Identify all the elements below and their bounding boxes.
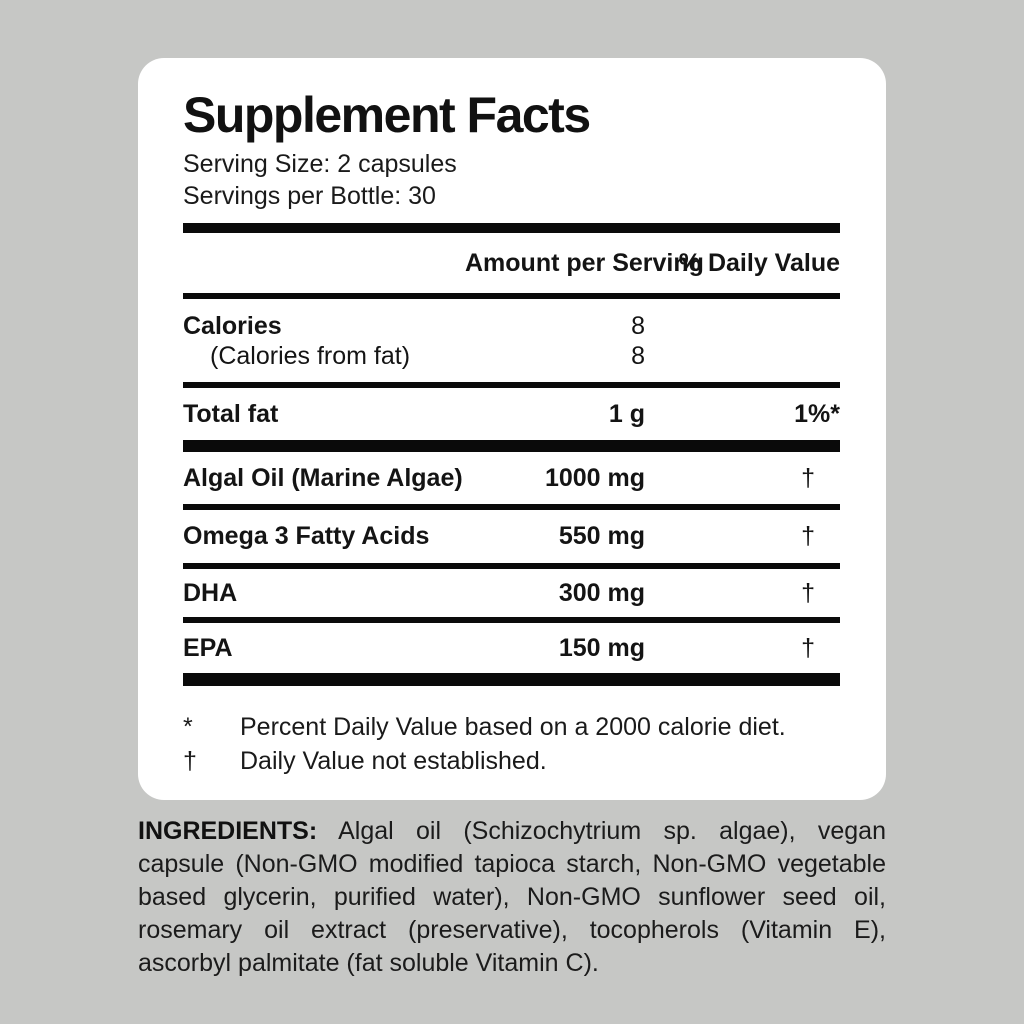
table-row-calories xyxy=(183,311,840,341)
row-label: EPA xyxy=(183,633,233,662)
supplement-facts-panel xyxy=(138,58,886,800)
table-row-dha xyxy=(183,569,840,617)
footnote-text: Percent Daily Value based on a 2000 calorie diet. xyxy=(240,713,786,741)
column-header-amount: Amount per Serving xyxy=(465,248,704,277)
table-row-epa xyxy=(183,623,840,673)
row-daily-value dagger-symbol: † xyxy=(801,578,815,607)
table-header-row xyxy=(183,233,840,293)
row-amount: 8 xyxy=(631,341,645,370)
row-amount: 1 g xyxy=(608,399,645,428)
ingredients-text: Algal oil (Schizochytrium sp. algae), vegan capsule (Non-GMO modified tapioca starch, Non-GMO vegetable based glycerin, purified water), Non-GMO sunflower seed oil, rosemary oil extract (preservative), tocopherols (Vitamin E), ascorbyl palmitate (fat soluble Vitamin C). xyxy=(138,817,886,977)
ingredients-heading: INGREDIENTS: xyxy=(138,817,318,845)
row-daily-value dagger-symbol: † xyxy=(801,633,815,662)
footnote-daily-value xyxy=(183,711,840,743)
column-header-daily-value: % Daily Value xyxy=(678,248,840,277)
row-daily-value dagger-symbol: † xyxy=(801,522,815,550)
row-daily-value dagger-symbol: † xyxy=(801,463,815,492)
row-label: DHA xyxy=(183,578,238,607)
divider-total-fat-thick xyxy=(183,440,840,452)
divider-bottom-thick xyxy=(183,673,840,686)
table-row-omega-3 xyxy=(183,510,840,563)
ingredients-paragraph xyxy=(138,815,886,980)
servings-per-bottle: Servings per Bottle: 30 xyxy=(183,182,436,210)
footnotes xyxy=(183,711,840,777)
row-amount: 1000 mg xyxy=(544,463,645,492)
row-amount: 550 mg xyxy=(558,522,645,550)
row-label: Total fat xyxy=(183,399,279,428)
row-label: Calories xyxy=(183,311,282,340)
asterisk-symbol: * xyxy=(183,713,193,741)
panel-title: Supplement Facts xyxy=(183,87,590,143)
serving-size: Serving Size: 2 capsules xyxy=(183,150,457,178)
row-label: Omega 3 Fatty Acids xyxy=(183,522,430,550)
divider-header xyxy=(183,293,840,299)
table-row-calories-from-fat xyxy=(183,341,840,371)
row-amount: 150 mg xyxy=(558,633,645,662)
row-label: Algal Oil (Marine Algae) xyxy=(183,463,463,492)
table-row-total-fat xyxy=(183,388,840,440)
row-daily-value: 1%* xyxy=(794,399,840,428)
row-amount: 300 mg xyxy=(558,578,645,607)
table-row-algal-oil xyxy=(183,452,840,504)
row-label: (Calories from fat) xyxy=(210,341,411,370)
dagger-symbol: † xyxy=(183,747,197,775)
footnote-not-established xyxy=(183,745,840,777)
footnote-text: Daily Value not established. xyxy=(240,747,547,775)
divider-top-thick xyxy=(183,223,840,233)
row-amount: 8 xyxy=(631,311,645,340)
